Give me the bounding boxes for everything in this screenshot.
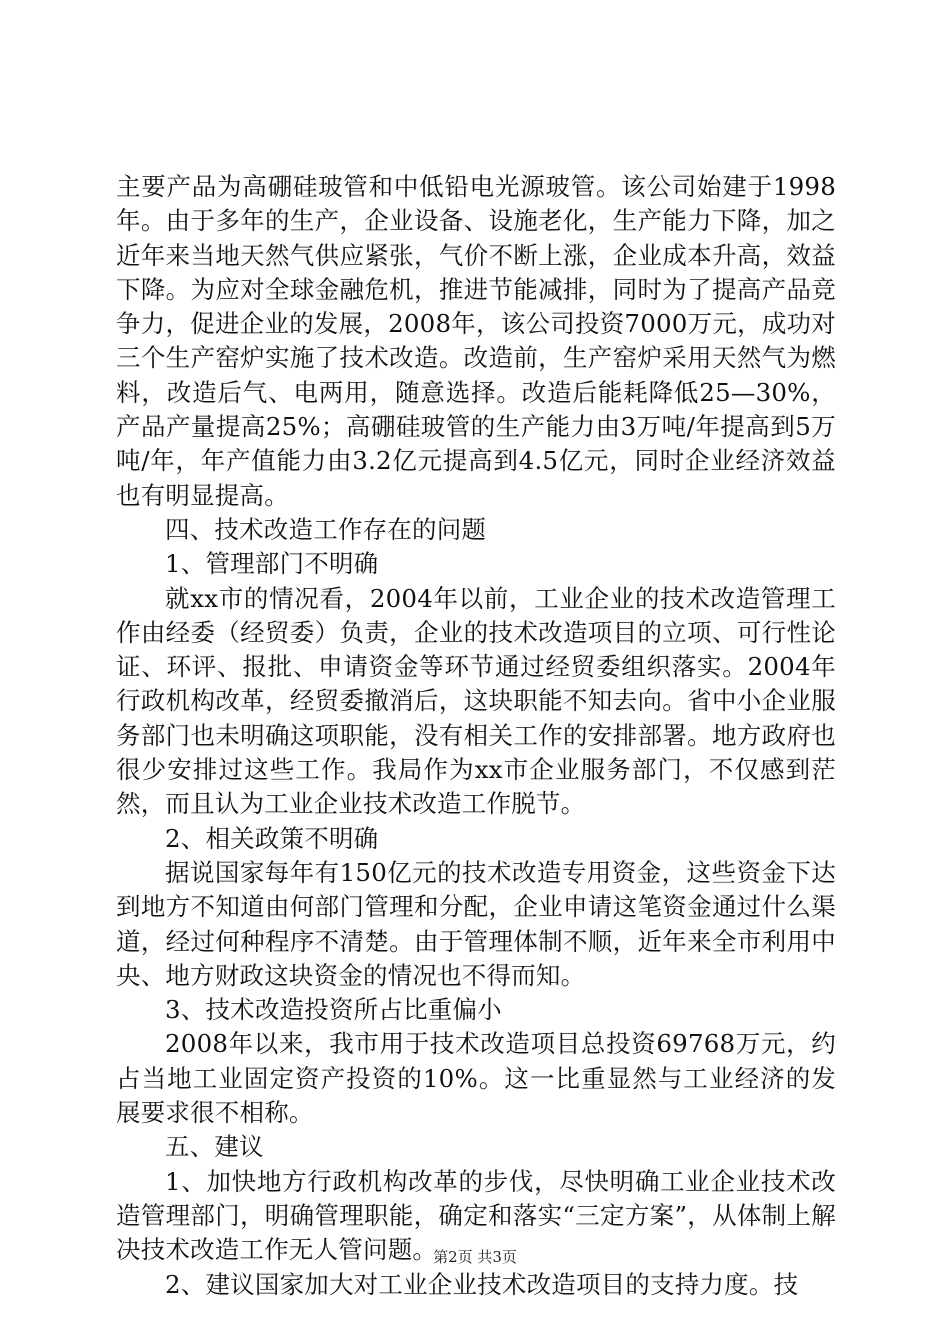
section-heading-problems: 四、技术改造工作存在的问题 [165,514,487,544]
paragraph-suggestion-2: 2、建议国家加大对工业企业技术改造项目的支持力度。技 [165,1269,799,1299]
page-number-footer: 第2页 共3页 [433,1248,517,1266]
paragraph-policy-detail: 据说国家每年有150亿元的技术改造专用资金，这些资金下达到地方不知道由何部门管理和分配，企业申请这笔资金通过什么渠道，经过何种程序不清楚。由于管理体制不顺，近年来全市利用中央、地方财政这块资金的情况也不得而知。 [116,857,836,990]
document-body [116,170,836,1302]
subheading-policy-unclear: 2、相关政策不明确 [165,823,379,853]
subheading-investment-small: 3、技术改造投资所占比重偏小 [165,995,502,1025]
paragraph-suggestion-1: 1、加快地方行政机构改革的步伐，尽快明确工业企业技术改造管理部门，明确管理职能，确定和落实“三定方案”，从体制上解决技术改造工作无人管问题。 [116,1166,836,1265]
paragraph-investment-detail: 2008年以来，我市用于技术改造项目总投资69768万元，约占当地工业固定资产投资的10%。这一比重显然与工业经济的发展要求很不相称。 [116,1029,836,1128]
paragraph-company-intro: 主要产品为高硼硅玻管和中低铅电光源玻管。该公司始建于1998年。由于多年的生产，企业设备、设施老化，生产能力下降，加之近年来当地天然气供应紧张，气价不断上涨，企业成本升高，效益下降。为应对全球金融危机，推进节能减排，同时为了提高产品竞争力，促进企业的发展，2008年，该公司投资7000万元，成功对三个生产窑炉实施了技术改造。改造前，生产窑炉采用天然气为燃料，改造后气、电两用，随意选择。改造后能耗降低25—30%，产品产量提高25%；高硼硅玻管的生产能力由3万吨/年提高到5万吨/年，年产值能力由3.2亿元提高到4.5亿元，同时企业经济效益也有明显提高。 [116,172,836,510]
subheading-management-unclear: 1、管理部门不明确 [165,549,379,579]
paragraph-management-detail: 就xx市的情况看，2004年以前，工业企业的技术改造管理工作由经委（经贸委）负责，企业的技术改造项目的立项、可行性论证、环评、报批、申请资金等环节通过经贸委组织落实。2004年行政机构改革，经贸委撤消后，这块职能不知去向。省中小企业服务部门也未明确这项职能，没有相关工作的安排部署。地方政府也很少安排过这些工作。我局作为xx市企业服务部门，不仅感到茫然，而且认为工业企业技术改造工作脱节。 [116,583,836,819]
section-heading-suggestions: 五、建议 [165,1132,264,1162]
